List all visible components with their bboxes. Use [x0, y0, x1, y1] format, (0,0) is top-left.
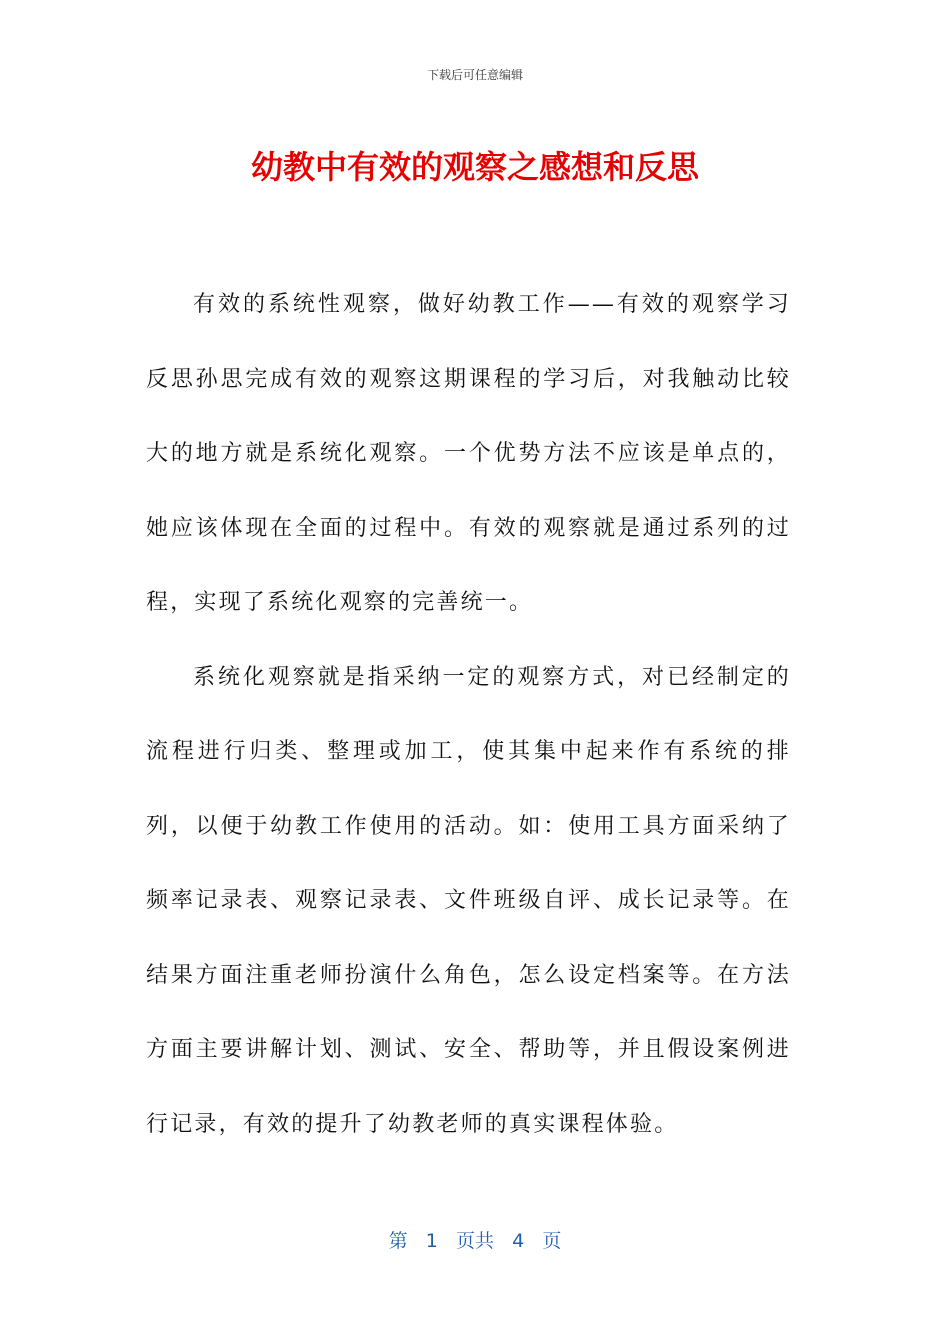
page-label-prefix: 第	[388, 1230, 408, 1252]
document-body	[146, 268, 791, 1162]
header-note: 下载后可任意编辑	[426, 68, 523, 82]
paragraph: 系统化观察就是指采纳一定的观察方式，对已经制定的流程进行归类、整理或加工，使其集中起来作有系统的排列，以便于幼教工作使用的活动。如：使用工具方面采纳了频率记录表、观察记录表、文件班级自评、成长记录等。在结果方面注重老师扮演什么角色，怎么设定档案等。在方法方面主要讲解计划、测试、安全、帮助等，并且假设案例进行记录，有效的提升了幼教老师的真实课程体验。	[146, 664, 791, 1137]
paragraph: 有效的系统性观察，做好幼教工作——有效的观察学习反思孙思完成有效的观察这期课程的学习后，对我触动比较大的地方就是系统化观察。一个优势方法不应该是单点的，她应该体现在全面的过程中。有效的观察就是通过系列的过程，实现了系统化观察的完善统一。	[146, 292, 791, 615]
current-page-number: 1	[425, 1230, 438, 1252]
page-label-middle: 页共	[455, 1230, 494, 1252]
page-footer	[0, 1226, 950, 1253]
page-label-suffix: 页	[542, 1230, 562, 1252]
document-title: 幼教中有效的观察之感想和反思	[250, 148, 699, 186]
total-pages-number: 4	[512, 1230, 525, 1252]
